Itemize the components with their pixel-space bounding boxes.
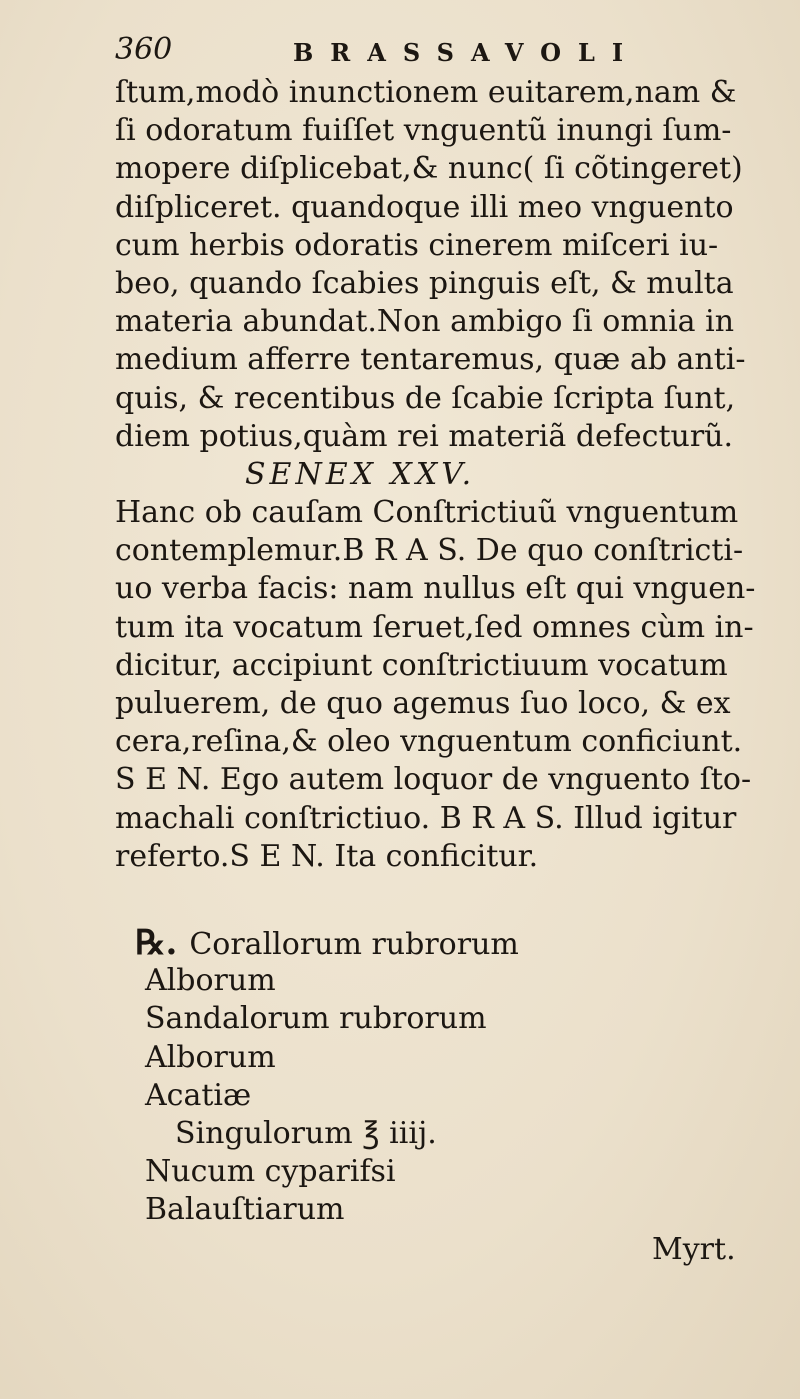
recipe-symbol: ℞. <box>135 924 178 963</box>
speaker-heading: SENEX XXV. <box>245 456 476 492</box>
text-line: uo verba facis: nam nullus eſt qui vnguen- <box>115 571 756 607</box>
text-line: quis, & recentibus de ſcabie ſcripta ſunt, <box>115 380 736 416</box>
recipe-item: Acatiæ <box>145 1077 252 1113</box>
catchword: Myrt. <box>652 1232 736 1267</box>
text-line: beo, quando ſcabies pinguis eſt, & multa <box>115 265 734 301</box>
recipe-item <box>135 924 735 962</box>
text-line: mopere diſplicebat,& nunc( ſi cõtingeret) <box>115 151 743 187</box>
recipe-item: Sandalorum rubrorum <box>145 1001 487 1037</box>
text-line: diem potius,quàm rei materiã defecturũ. <box>115 418 734 454</box>
text-line: ſtum,modò inunctionem euitarem,nam & <box>115 75 737 110</box>
text-line: contemplemur.B R A S. De quo conſtricti- <box>115 533 744 569</box>
text-line: ſi odoratum fuiſſet vnguentũ inungi ſum- <box>115 113 732 149</box>
text-line: Hanc ob cauſam Conſtrictiuũ vnguentum <box>115 495 739 531</box>
recipe-item: Alborum <box>145 963 276 999</box>
text-line: machali conſtrictiuo. B R A S. Illud igitur <box>115 800 737 836</box>
text-line: tum ita vocatum ſeruet,ſed omnes cùm in- <box>115 609 754 645</box>
text-line: diſpliceret. quandoque illi meo vnguento <box>115 189 734 225</box>
recipe-list <box>135 924 735 1230</box>
text-line: medium afferre tentaremus, quæ ab anti- <box>115 342 746 378</box>
recipe-item: Alborum <box>145 1039 276 1075</box>
recipe-dose: Singulorum ℥ iiij. <box>175 1115 437 1151</box>
text-line: cera,reſina,& oleo vnguentum conficiunt. <box>115 724 743 760</box>
text-line: referto.S E N. Ita conficitur. <box>115 838 539 874</box>
recipe-item: Balauſtiarum <box>145 1192 345 1228</box>
text-line: puluerem, de quo agemus ſuo loco, & ex <box>115 686 731 721</box>
recipe-item: Nucum cyparifsi <box>145 1154 396 1190</box>
running-head: BRASSAVOLI <box>293 38 641 67</box>
text-line: cum herbis odoratis cinerem miſceri iu- <box>115 227 719 263</box>
folio-number: 360 <box>115 32 173 67</box>
page-header <box>115 32 655 76</box>
body-text <box>115 74 775 876</box>
text-line: dicitur, accipiunt conſtrictiuum vocatum <box>115 647 728 683</box>
text-line: S E N. Ego autem loquor de vnguento ſto- <box>115 762 752 798</box>
recipe-ingredient: Corallorum rubrorum <box>189 927 519 962</box>
text-line: materia abundat.Non ambigo ſi omnia in <box>115 304 735 340</box>
